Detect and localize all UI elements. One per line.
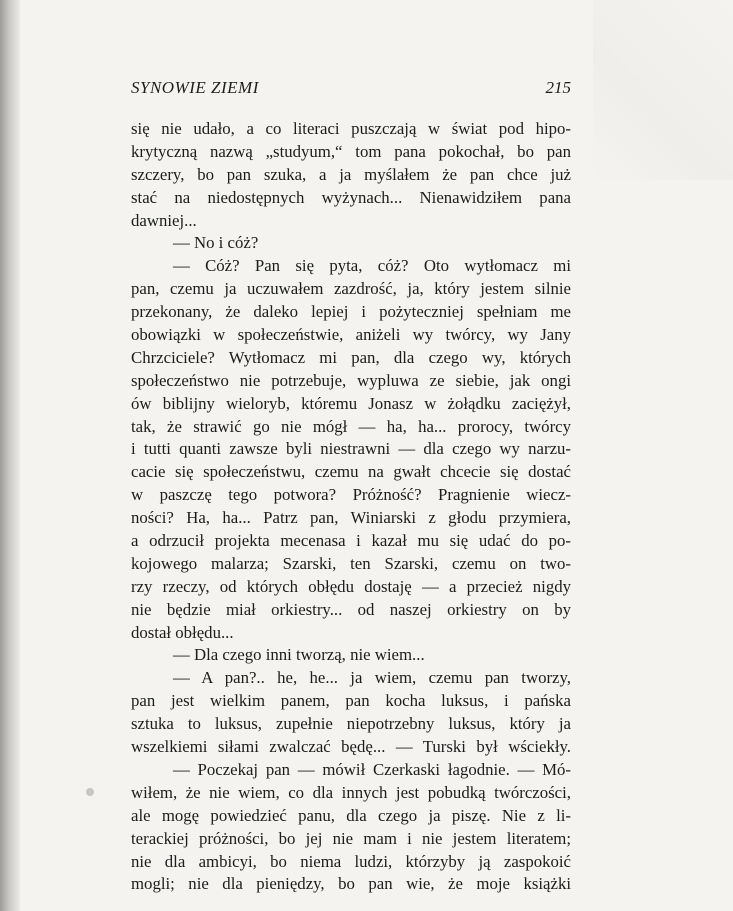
text-line: sztuka to luksus, zupełnie niepotrzebny luksus, który ja [131,714,571,734]
text-body [131,118,571,896]
text-line: cacie się społeczeństwu, czemu na gwałt chcecie się dostać [131,462,571,482]
page-fold-shading [593,0,733,180]
text-line: pan, czemu ja uczuwałem zazdrość, ja, który jestem silnie [131,279,571,299]
running-head [131,76,571,106]
text-line: Chrzciciele? Wytłomacz mi pan, dla czego wy, których [131,347,571,367]
text-line: — A pan?.. he, he... ja wiem, czemu pan tworzy, [173,668,571,688]
text-line: się nie udało, a co literaci puszczają w świat pod hipo- [131,119,571,138]
text-line: a odrzucił projekta mecenasa i kazał mu się udać do po- [131,531,571,551]
text-line: wiłem, że nie wiem, co dla innych jest pobudką twórczości, [131,782,571,802]
text-line: — Poczekaj pan — mówił Czerkaski łagodnie. — Mó- [173,759,571,779]
text-line: nie dla ambicyi, bo niema ludzi, którzyby ją zaspokoić [131,851,571,871]
binding-shadow [0,0,20,911]
text-line: rzy rzeczy, od których obłędu dostaję — a przecież nigdy [131,576,571,596]
text-line: — No i cóż? [173,233,259,253]
text-line: terackiej próżności, bo jej nie mam i nie jestem literatem; [131,828,571,848]
text-line: ności? Ha, ha... Patrz pan, Winiarski z głodu przymiera, [131,508,571,528]
text-line: i tutti quanti zawsze byli niestrawni — dla czego wy narzu- [131,439,571,459]
text-line: ów biblijny wieloryb, któremu Jonasz w żołądku zaciężył, [131,393,571,413]
text-line: szczery, bo pan szuka, a ja myślałem że pan chce już [131,164,571,184]
text-line: w paszczę tego potwora? Próżność? Pragnienie wiecz- [131,485,571,505]
text-line: dostał obłędu... [131,622,234,642]
text-line: nie będzie miał orkiestry... od naszej orkiestry on by [131,599,571,619]
text-line: stać na niedostępnych wyżynach... Nienawidziłem pana [131,187,571,207]
text-line: dawniej... [131,210,197,230]
text-line: krytyczną nazwą „studyum,“ tom pana pokochał, bo pan [131,141,571,161]
page-number: 215 [545,78,571,97]
text-line: mogli; nie dla pieniędzy, bo pan wie, że moje książki [131,874,571,894]
running-title: SYNOWIE ZIEMI [131,78,259,97]
paper-smudge [86,788,94,796]
text-line: — Cóż? Pan się pyta, cóż? Oto wytłomacz mi [173,256,571,276]
text-line: pan jest wielkim panem, pan kocha luksus, i pańska [131,691,571,711]
text-line: kojowego malarza; Szarski, ten Szarski, czemu on two- [131,553,571,573]
text-line: ale mogę powiedzieć panu, dla czego ja piszę. Nie z li- [131,805,571,825]
text-line: obowiązki w społeczeństwie, aniżeli wy twórcy, wy Jany [131,325,571,345]
text-line: przekonany, że daleko lepiej i pożyteczniej spełniam me [131,302,571,322]
text-line: społeczeństwo nie potrzebuje, wypluwa ze siebie, jak ongi [131,370,571,390]
text-line: — Dla czego inni tworzą, nie wiem... [173,645,425,665]
text-line: wszelkiemi siłami zwalczać będę... — Turski był wściekły. [131,737,571,757]
text-line: tak, że strawić go nie mógł — ha, ha... prorocy, twórcy [131,416,571,436]
